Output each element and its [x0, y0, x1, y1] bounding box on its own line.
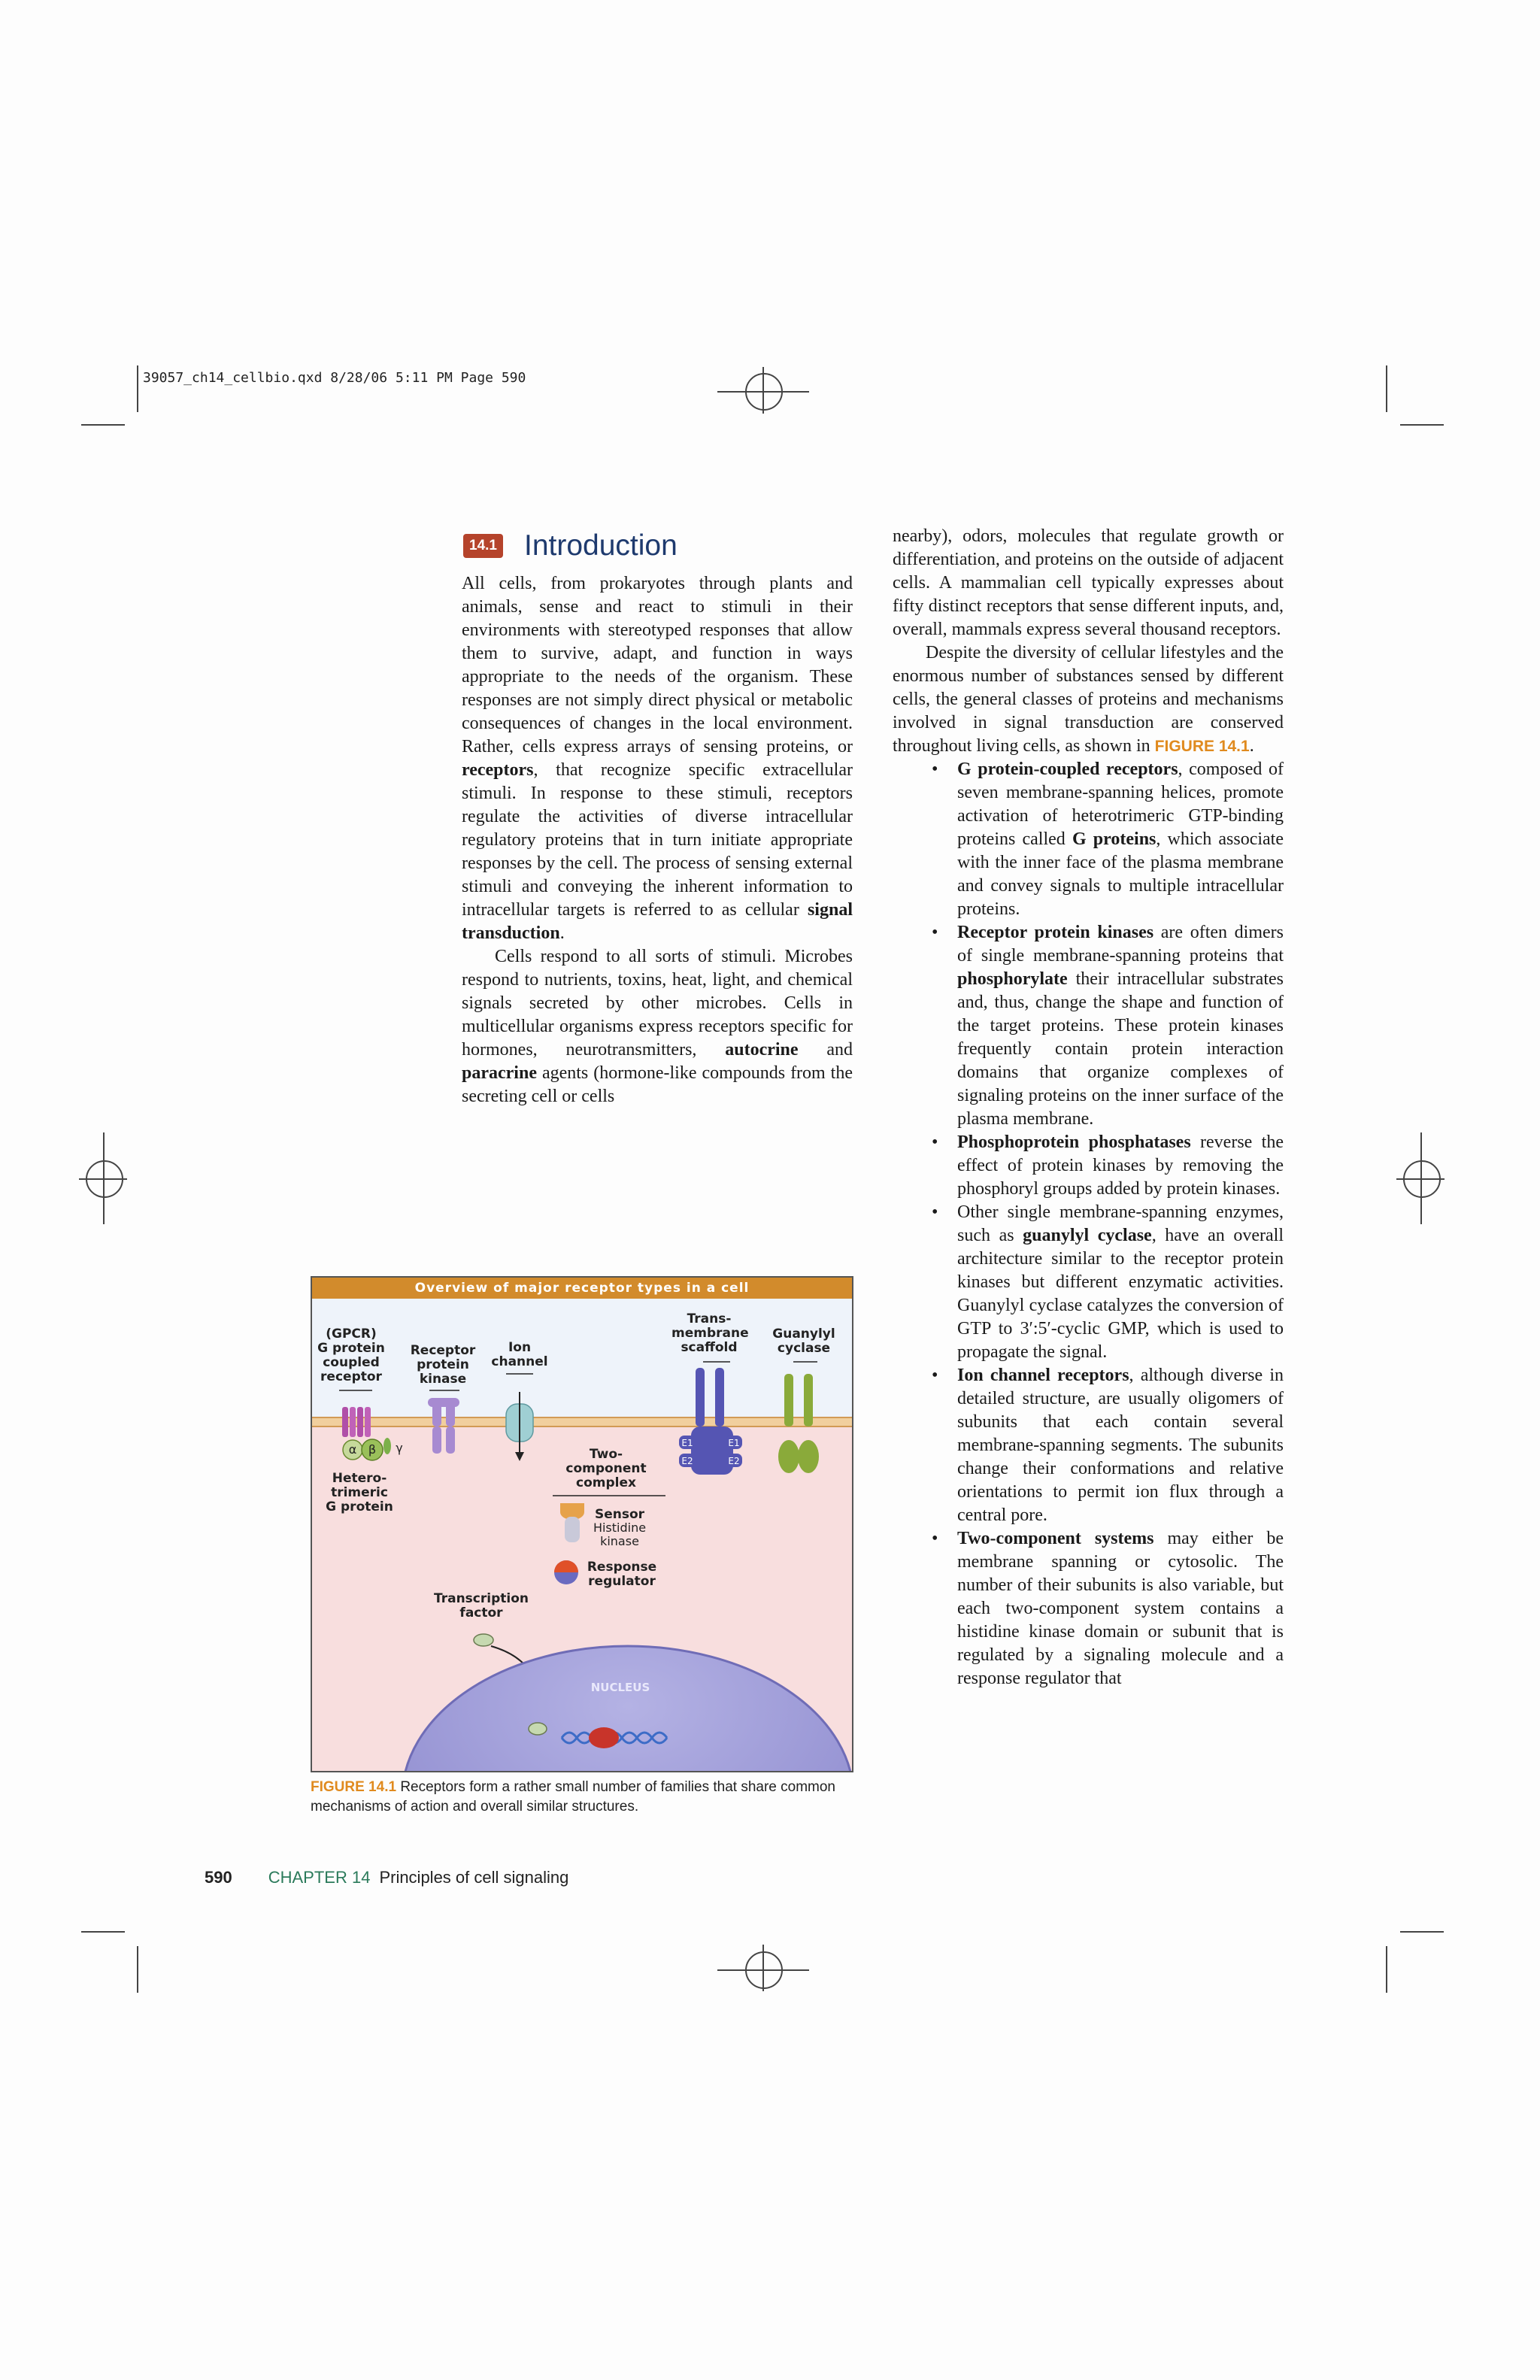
registration-mark: [762, 367, 764, 414]
figure-14-1: [311, 1276, 853, 1772]
label-nucleus: NUCLEUS: [590, 1681, 650, 1694]
page-number: 590: [205, 1868, 232, 1887]
extracellular-region: [312, 1299, 852, 1419]
label-transcription-factor: Transcription factor: [434, 1591, 529, 1621]
list-item: • Other single membrane-spanning enzymes, such as guanylyl cyclase, have an overall architecture similar to the receptor protein kinases but different enzymatic activities. Guanylyl cyclase catalyzes the conversion of GTP to 3′:5′-cyclic GMP, which is used to propagate the signal.: [893, 1201, 1284, 1364]
label-e2: E2: [681, 1456, 693, 1466]
caption-label: FIGURE 14.1: [311, 1779, 397, 1795]
label-histidine-kinase: Histidine kinase: [593, 1520, 647, 1548]
paragraph: All cells, from prokaryotes through plants and animals, sense and react to stimuli in their environments with stereotyped responses that allow them to survive, adapt, and function in ways appropriate to the needs of the organism. These responses are not simply direct physical or metabolic consequences of changes in the local environment. Rather, cells express arrays of sensing proteins, or receptors, that recognize specific extracellular stimuli. In response to these stimuli, receptors regulate the activities of diverse intracellular regulatory proteins that in turn initiate appropriate responses by the cell. The process of sensing external stimuli and conveying the inherent information to intracellular targets is referred to as cellular signal transduction.: [462, 574, 853, 943]
label-beta: β: [368, 1442, 377, 1457]
registration-mark: [1420, 1132, 1422, 1224]
label-alpha: α: [348, 1442, 357, 1457]
chapter-label: CHAPTER 14: [268, 1868, 371, 1887]
list-item: • Receptor protein kinases are often dimers of single membrane-spanning proteins that phosphorylate their intracellular substrates and, thus, change the shape and function of the target proteins. These protein kinases frequently contain protein interaction domains that organize complexes of signaling proteins on the inner surface of the plasma membrane.: [893, 921, 1284, 1131]
figure-caption: FIGURE 14.1 Receptors form a rather small number of families that share common mechanisms of action and overall similar structures.: [311, 1779, 835, 1815]
label-guanylyl-cyclase: Guanylyl cyclase: [772, 1326, 835, 1356]
label-e1: E1: [681, 1438, 693, 1448]
chapter-title: Principles of cell signaling: [379, 1868, 569, 1887]
section-number-badge: 14.1: [463, 534, 503, 558]
receptor-type-list: [893, 758, 1284, 1690]
transcription-factor-shape: [474, 1634, 493, 1646]
label-receptor-protein-kinase: Receptor protein kinase: [410, 1343, 476, 1387]
label-heterotrimeric-g-protein: Hetero- trimeric G protein: [326, 1471, 393, 1514]
list-item: • Two-component systems may either be membrane spanning or cytosolic. The number of their subunits is also variable, but each two-component system contains a histidine kinase domain or subunit that is regulated by a signaling molecule and a response regulator that: [893, 1527, 1284, 1690]
crop-mark: [1386, 1946, 1387, 1993]
label-e1: E1: [728, 1438, 740, 1448]
response-regulator-shape: [554, 1560, 578, 1584]
right-column: [893, 525, 1284, 1690]
figure-reference[interactable]: FIGURE 14.1: [1154, 738, 1250, 755]
list-item: • Ion channel receptors, although diverse in detailed structure, are usually oligomers of subunits that each contain several membrane-spanning segments. The subunits change their conformations and relative orientations to permit ion flux through a central pore.: [893, 1364, 1284, 1527]
plasma-membrane: [312, 1417, 852, 1426]
registration-mark: [103, 1132, 105, 1224]
paragraph: nearby), odors, molecules that regulate growth or differentiation, and proteins on the outside of adjacent cells. A mammalian cell typically expresses about fifty distinct receptors that sense different inputs, and, overall, mammals express several thousand receptors.: [893, 526, 1284, 639]
key-term: autocrine: [725, 1040, 799, 1060]
label-response-regulator: Response regulator: [587, 1560, 657, 1589]
list-item: • G protein-coupled receptors, composed of seven membrane-spanning helices, promote activation of heterotrimeric GTP-binding proteins called G proteins, which associate with the inner face of the plasma membrane and convey signals to multiple intracellular proteins.: [893, 758, 1284, 921]
page-footer: [205, 1868, 568, 1887]
crop-mark: [137, 1946, 138, 1993]
crop-mark: [1386, 365, 1387, 412]
crop-mark: [81, 1931, 125, 1933]
label-ion-channel: Ion channel: [491, 1340, 548, 1369]
section-title: Introduction: [523, 529, 678, 562]
list-item: • Phosphoprotein phosphatases reverse the effect of protein kinases by removing the phosphoryl groups added by protein kinases.: [893, 1131, 1284, 1201]
section-heading: [463, 529, 678, 562]
label-transmembrane-scaffold: Trans- membrane scaffold: [671, 1311, 749, 1355]
paragraph: Despite the diversity of cellular lifestyles and the enormous number of substances sensed by different cells, the general classes of proteins and mechanisms involved in signal transduction are conserved throughout living cells, as shown in FIGURE 14.1.: [893, 643, 1284, 756]
registration-mark: [762, 1945, 764, 1991]
label-gamma: γ: [396, 1441, 403, 1455]
figure-header: Overview of major receptor types in a cell: [312, 1278, 852, 1299]
key-term: signal transduction: [462, 900, 853, 943]
crop-mark: [81, 424, 125, 426]
left-column: [462, 572, 853, 1108]
crop-mark: [1400, 424, 1444, 426]
label-two-component-complex: Two- component complex: [565, 1447, 647, 1490]
key-term: receptors: [462, 760, 534, 780]
crop-mark: [137, 365, 138, 412]
rna-polymerase-shape: [589, 1727, 619, 1748]
crop-mark: [1400, 1931, 1444, 1933]
paragraph: Cells respond to all sorts of stimuli. Microbes respond to nutrients, toxins, heat, light, and chemical signals secreted by other microbes. Cells in multicellular organisms express receptors specific for hormones, neurotransmitters, autocrine and paracrine agents (hormone-like compounds from the secreting cell or cells: [462, 947, 853, 1106]
label-sensor: Sensor: [594, 1507, 645, 1522]
key-term: paracrine: [462, 1063, 537, 1083]
label-gpcr: (GPCR) G protein coupled receptor: [317, 1326, 385, 1384]
print-slug: 39057_ch14_cellbio.qxd 8/28/06 5:11 PM Page 590: [143, 370, 526, 386]
label-e2: E2: [728, 1456, 740, 1466]
